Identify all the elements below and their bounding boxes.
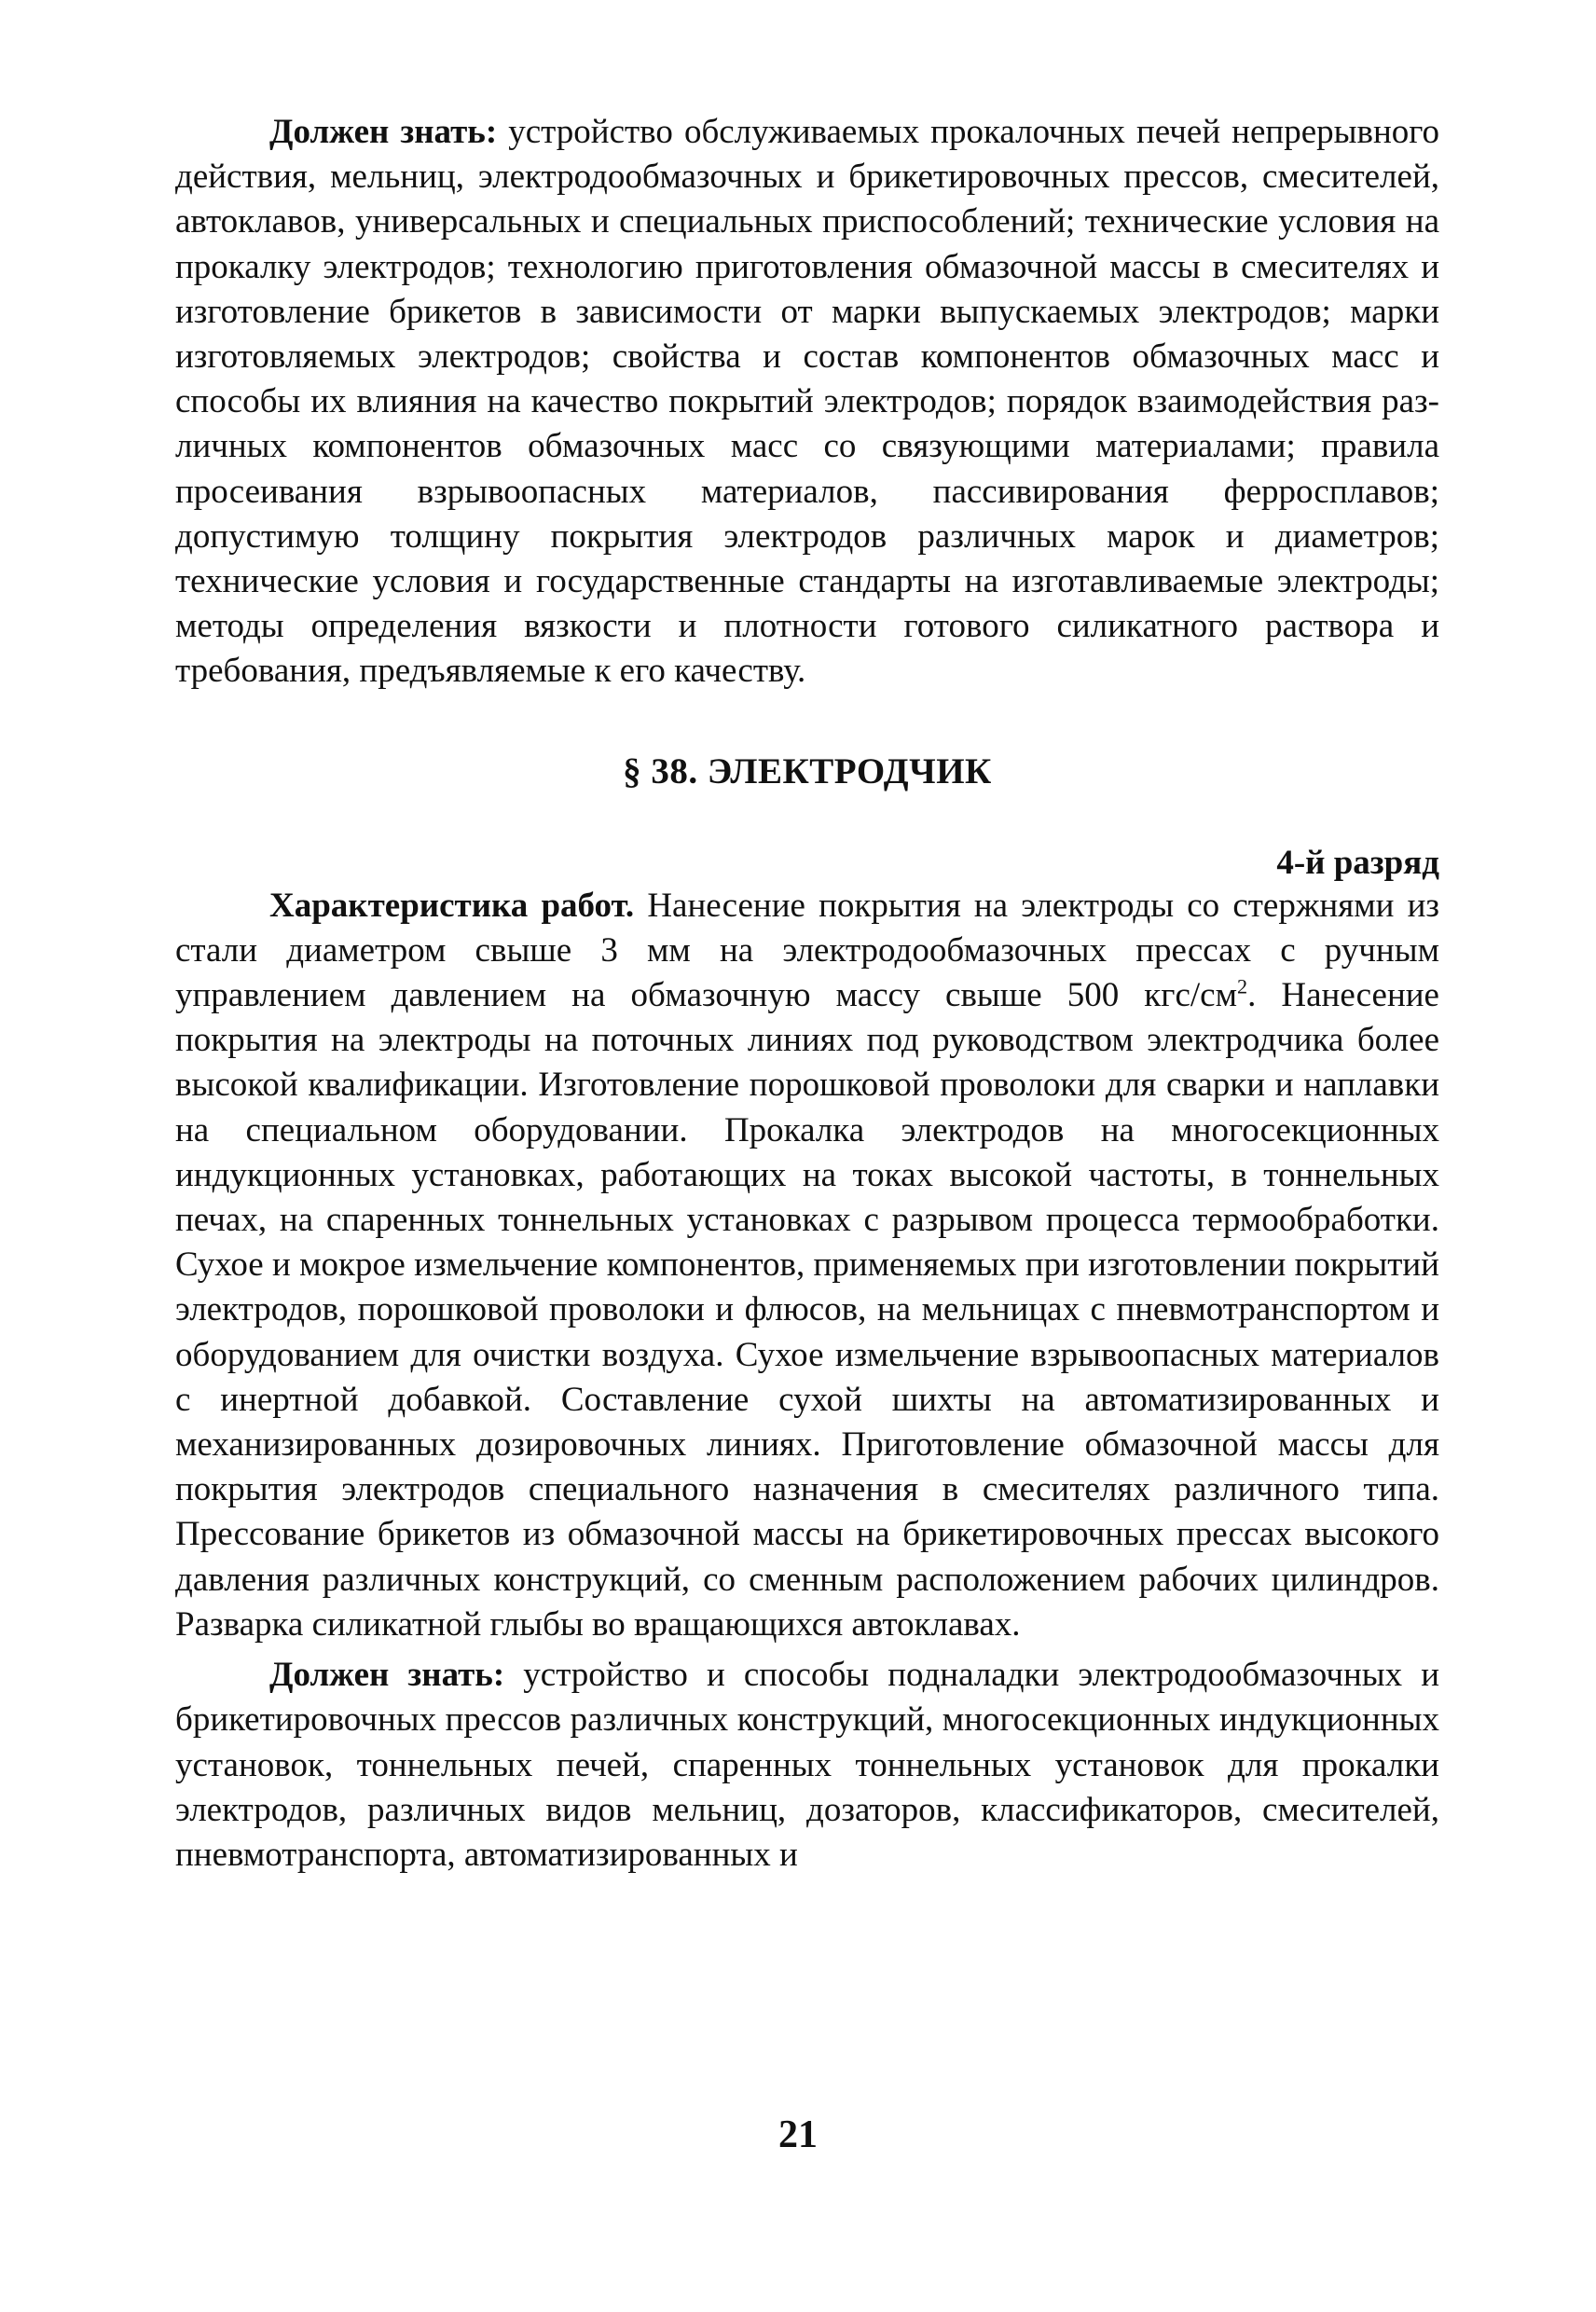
- page-number: 21: [778, 2113, 818, 2156]
- paragraph-text: устройство обслуживаемых прокалочных печей непрерывного действия, мельниц, электродообмазочных и брикетировочных прессов, смесителей, автоклавов, универсальных и специальных приспособлений; технические условия на прокалку электродов; технологию приготовления обмазочной массы в смесителях и изготовление брикетов в зависимости от марки выпускаемых электродов; марки изготовляемых электродов; свойства и состав компонентов обмазочных масс и способы их влияния на качество покрытий электродов; порядок взаимодействия различных компонентов обмазочных масс со связующими материалами; правила просеивания взрывоопасных материалов, пассивирования ферросплавов; допустимую толщину покрытия электродов различных марок и диаметров; технические условия и государственные стандарты на изготавливаемые электроды; методы определения вязкости и плотности готового силикатного раствора и требования, предъявляемые к его качеству.: [175, 113, 1440, 691]
- lead-work-characteristics: Характеристика работ.: [269, 886, 635, 925]
- paragraph-must-know-1: [175, 110, 1439, 695]
- paragraph-text: устройство и способы подналадки электродообмазочных и брикетировочных прессов различных конструкций, многосекционных индукционных установок, тоннельных печей, спаренных тоннельных установок для прокалки электродов, различных видов мельниц, дозаторов, классификаторов, смесителей, пневмотранспорта, автоматизированных и: [175, 1656, 1439, 1874]
- superscript: 2: [1236, 974, 1248, 998]
- paragraph-text-part-1: Нанесение покрытия на электроды со стержнями из стали диаметром свыше 3 мм на электродообмазочных прессах с ручным управлением давлением на обмазочную массу свыше 500 кгс/см: [175, 886, 1440, 1015]
- paragraph-must-know-2: [175, 1653, 1439, 1878]
- paragraph-text-part-2: . Нанесение покрытия на электроды на поточных линиях под руководством электродчика более высокой квалификации. Изготовление порошковой проволоки для сварки и наплавки на специальном оборудовании. Прокалка электродов на многосекционных индукционных установках, работающих на токах высокой частоты, в тоннельных печах, на спаренных тоннельных установках с разрывом процесса термообработки. Сухое и мокрое измельчение компонентов, применяемых при изготовлении покрытий электродов, порошковой проволоки и флюсов, на мельницах с пневмотранспортом и оборудованием для очистки воздуха. Сухое измельчение взрывоопасных материалов с инертной добавкой. Составление сухой шихты на автоматизированных и механизированных дозировочных линиях. Приготовление обмазочной массы для покрытия электродов специального назначения в смесителях различного типа. Прессование брикетов из обмазочной массы на брикетировочных прессах высокого давления различных конструкций, со сменным расположением рабочих цилиндров. Разварка силикатной глыбы во вращающихся автоклавах.: [175, 976, 1439, 1644]
- lead-must-know: Должен знать:: [269, 1656, 505, 1695]
- lead-must-know: Должен знать:: [269, 113, 498, 151]
- section-title: § 38. ЭЛЕКТРОДЧИК: [623, 750, 992, 791]
- page-body: [175, 110, 1439, 1878]
- paragraph-work-characteristics: [175, 884, 1439, 1647]
- grade-label: 4-й разряд: [1276, 843, 1439, 882]
